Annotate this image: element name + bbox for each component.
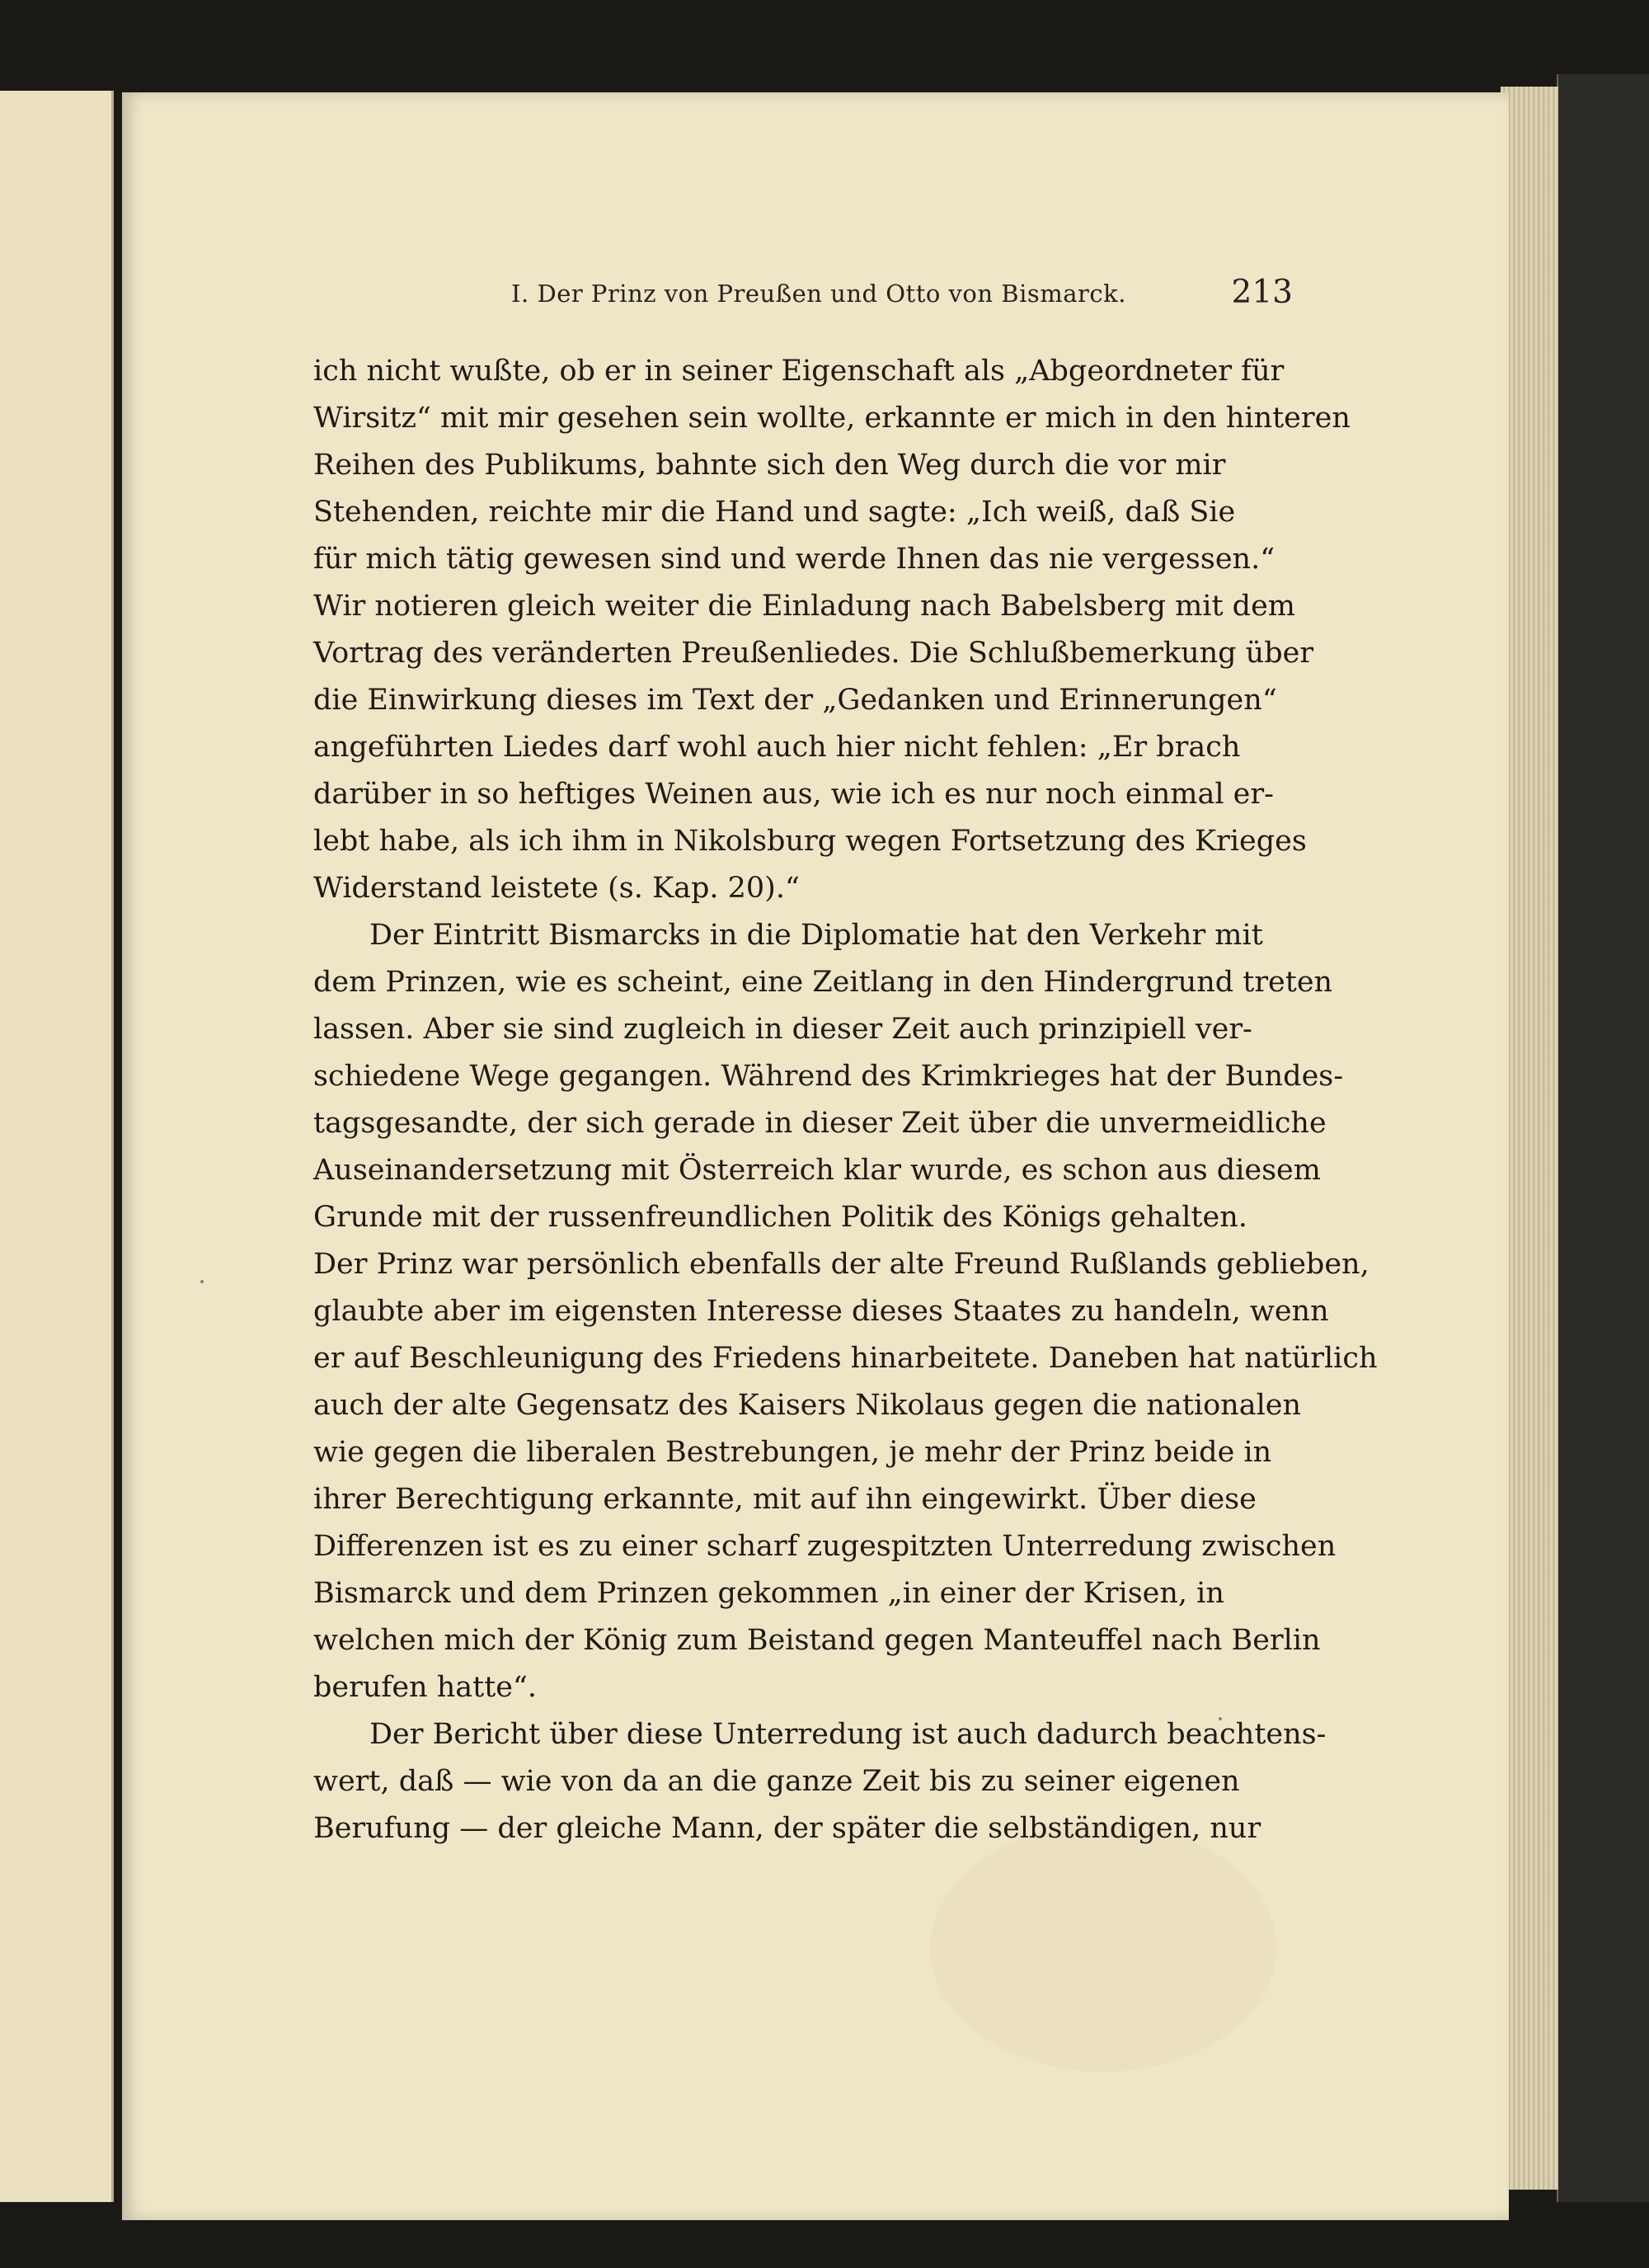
text-line-4: Stehenden, reichte mir die Hand und sagte: „Ich weiß, daß Sie bbox=[313, 496, 1236, 529]
text-line-8: die Einwirkung dieses im Text der „Gedanken und Erinnerungen“ bbox=[313, 684, 1277, 717]
text-line-7: Vortrag des veränderten Preußenliedes. Die Schlußbemerkung über bbox=[313, 637, 1314, 670]
text-line-24: wie gegen die liberalen Bestrebungen, je mehr der Prinz beide in bbox=[313, 1436, 1272, 1469]
text-line-16: schiedene Wege gegangen. Während des Krimkrieges hat der Bundes- bbox=[313, 1060, 1344, 1093]
book-cover-edge bbox=[1557, 74, 1649, 2202]
text-line-10: darüber in so heftiges Weinen aus, wie ich es nur noch einmal er- bbox=[313, 778, 1274, 811]
text-line-30: Der Bericht über diese Unterredung ist auch dadurch beachtens- bbox=[369, 1718, 1327, 1751]
page-stack-edge bbox=[1501, 87, 1558, 2190]
body-text bbox=[313, 348, 1378, 1940]
text-line-25: ihrer Berechtigung erkannte, mit auf ihn eingewirkt. Über diese bbox=[313, 1483, 1257, 1516]
text-line-12: Widerstand leistete (s. Kap. 20).“ bbox=[313, 872, 800, 905]
text-line-1: ich nicht wußte, ob er in seiner Eigenschaft als „Abgeordneter für bbox=[313, 355, 1285, 388]
page-number: 213 bbox=[1231, 274, 1293, 311]
text-line-17: tagsgesandte, der sich gerade in dieser Zeit über die unvermeidliche bbox=[313, 1107, 1327, 1140]
text-line-28: welchen mich der König zum Beistand gegen Manteuffel nach Berlin bbox=[313, 1624, 1321, 1657]
text-line-22: er auf Beschleunigung des Friedens hinarbeitete. Daneben hat natürlich bbox=[313, 1342, 1378, 1375]
text-line-5: für mich tätig gewesen sind und werde Ihnen das nie vergessen.“ bbox=[313, 543, 1276, 576]
paper-speck bbox=[200, 1280, 204, 1283]
text-line-32: Berufung — der gleiche Mann, der später die selbständigen, nur bbox=[313, 1812, 1261, 1845]
text-line-29: berufen hatte“. bbox=[313, 1671, 537, 1704]
running-head: I. Der Prinz von Preußen und Otto von Bismarck. bbox=[511, 280, 1126, 308]
text-line-18: Auseinandersetzung mit Österreich klar wurde, es schon aus diesem bbox=[313, 1154, 1321, 1187]
text-line-27: Bismarck und dem Prinzen gekommen „in einer der Krisen, in bbox=[313, 1577, 1224, 1610]
text-line-2: Wirsitz“ mit mir gesehen sein wollte, erkannte er mich in den hinteren bbox=[313, 402, 1351, 435]
text-line-23: auch der alte Gegensatz des Kaisers Nikolaus gegen die nationalen bbox=[313, 1389, 1302, 1422]
text-line-3: Reihen des Publikums, bahnte sich den Weg durch die vor mir bbox=[313, 449, 1226, 482]
text-line-6: Wir notieren gleich weiter die Einladung nach Babelsberg mit dem bbox=[313, 590, 1295, 623]
text-line-20: Der Prinz war persönlich ebenfalls der alte Freund Rußlands geblieben, bbox=[313, 1248, 1369, 1281]
text-line-13: Der Eintritt Bismarcks in die Diplomatie hat den Verkehr mit bbox=[369, 919, 1263, 952]
text-line-21: glaubte aber im eigensten Interesse dieses Staates zu handeln, wenn bbox=[313, 1295, 1329, 1328]
text-line-26: Differenzen ist es zu einer scharf zugespitzten Unterredung zwischen bbox=[313, 1530, 1337, 1563]
text-line-15: lassen. Aber sie sind zugleich in dieser Zeit auch prinzipiell ver- bbox=[313, 1013, 1252, 1046]
left-page-edge bbox=[0, 91, 114, 2202]
text-line-31: wert, daß — wie von da an die ganze Zeit bis zu seiner eigenen bbox=[313, 1765, 1240, 1798]
text-line-9: angeführten Liedes darf wohl auch hier nicht fehlen: „Er brach bbox=[313, 731, 1241, 764]
text-line-11: lebt habe, als ich ihm in Nikolsburg wegen Fortsetzung des Krieges bbox=[313, 825, 1307, 858]
text-line-14: dem Prinzen, wie es scheint, eine Zeitlang in den Hindergrund treten bbox=[313, 966, 1333, 999]
text-line-19: Grunde mit der russenfreundlichen Politik des Königs gehalten. bbox=[313, 1201, 1247, 1234]
book-page bbox=[122, 92, 1509, 2220]
